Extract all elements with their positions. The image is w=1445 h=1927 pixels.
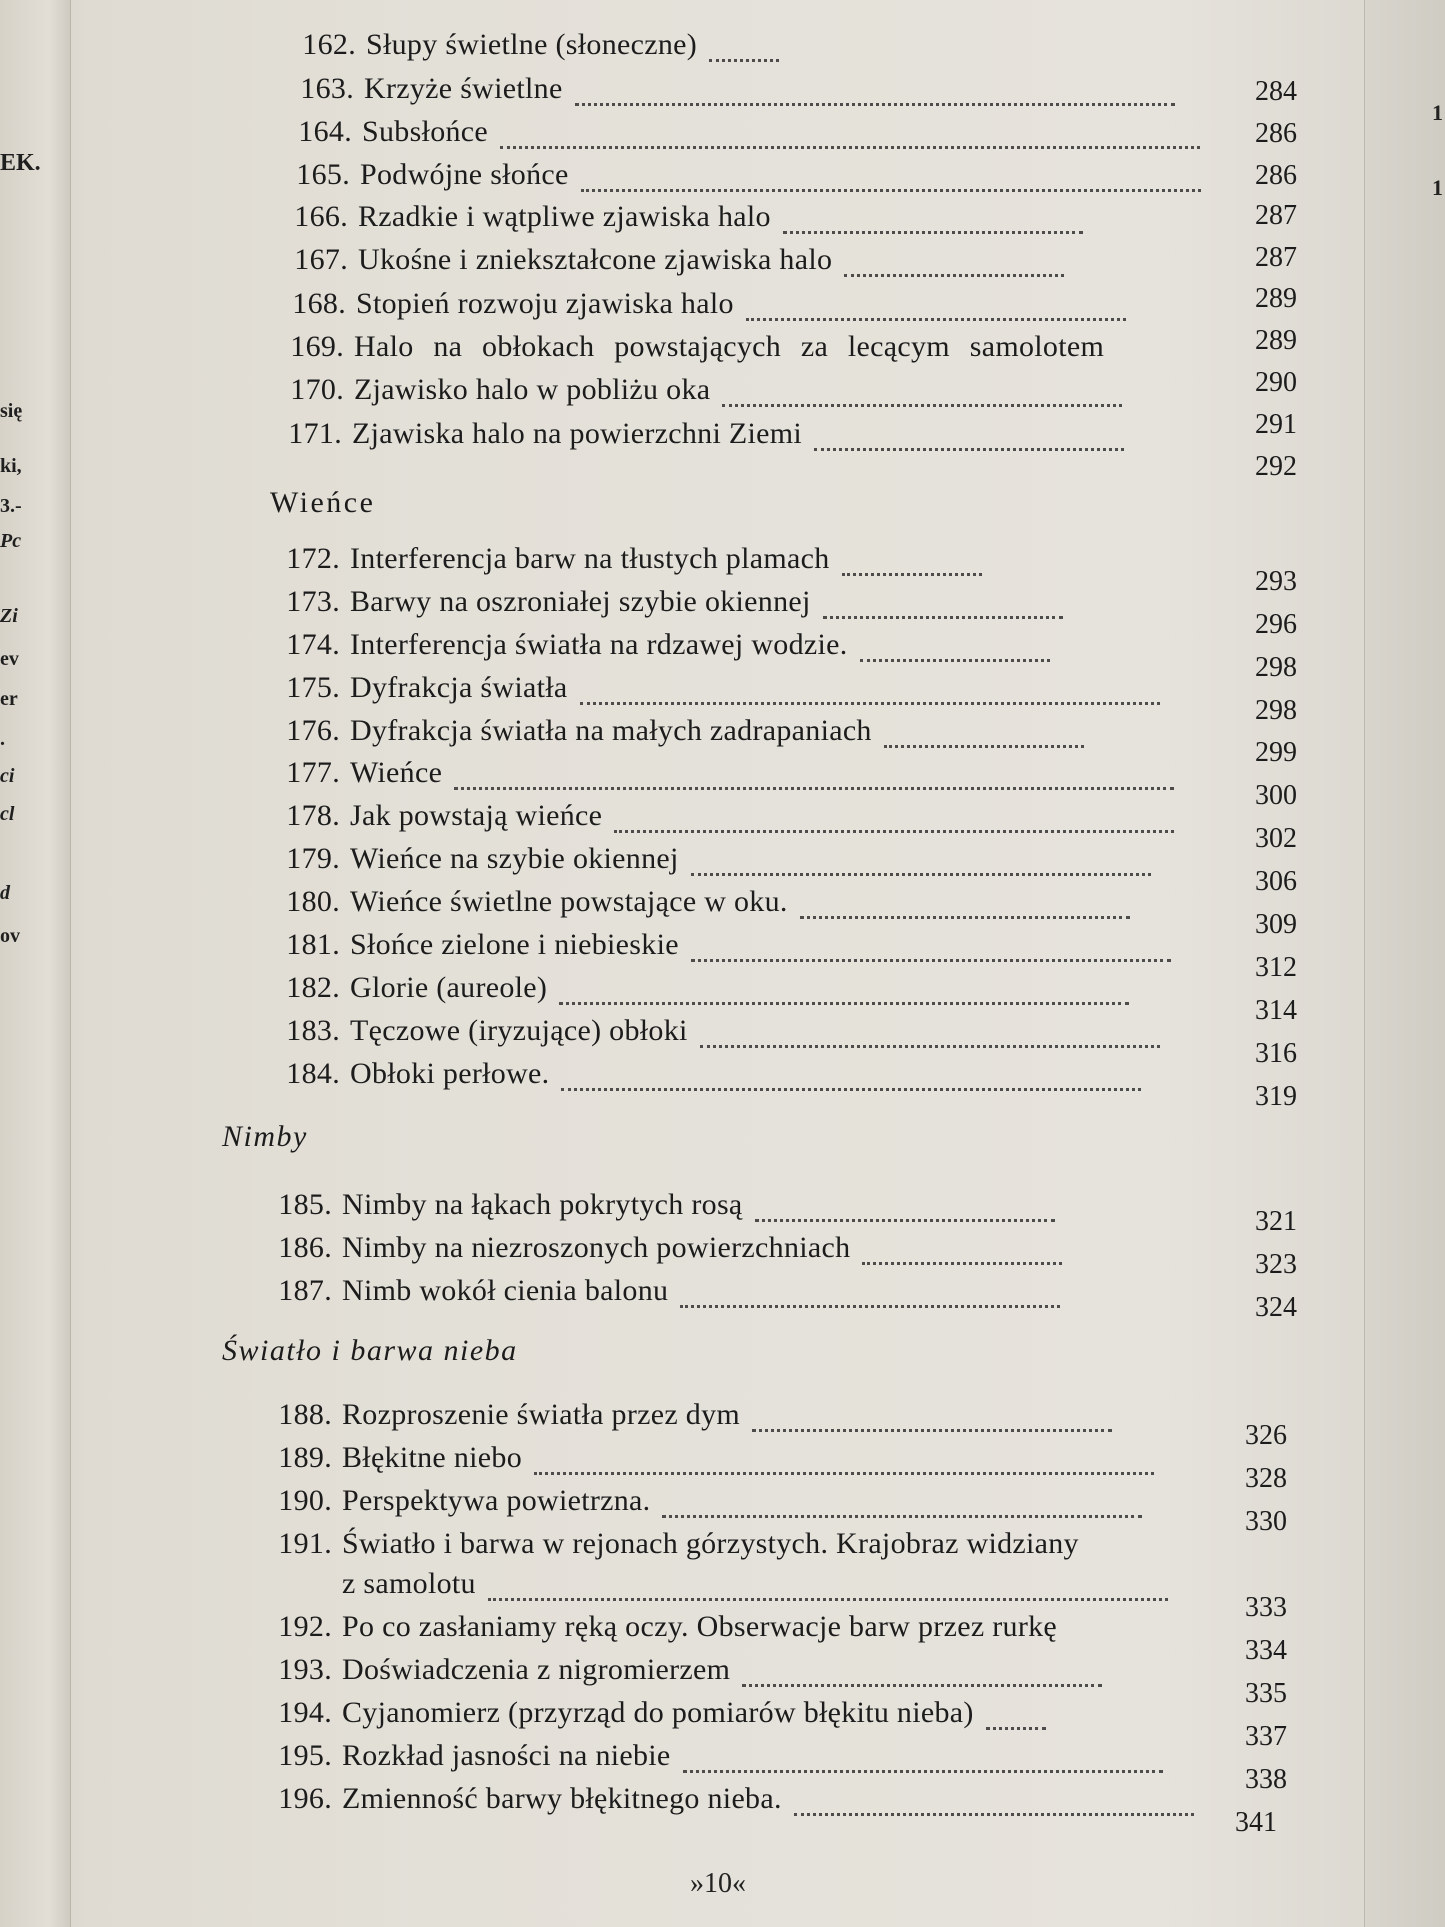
entry-number: 162. <box>302 28 356 61</box>
page-number: 309 <box>1255 909 1297 940</box>
toc-entry <box>274 542 982 576</box>
page-number: 298 <box>1255 695 1297 726</box>
page-number: 324 <box>1255 1292 1297 1323</box>
page-number: 300 <box>1255 780 1297 811</box>
page-number: 326 <box>1245 1420 1287 1451</box>
entry-title: Zjawisko halo w pobliżu oka <box>354 373 711 406</box>
entry-number: 188. <box>278 1398 332 1431</box>
entry-title: Rozproszenie światła przez dym <box>342 1398 741 1431</box>
dot-leader <box>559 986 1129 1005</box>
entry-title: z samolotu <box>342 1567 476 1600</box>
left-fragment: ev <box>0 648 19 670</box>
left-fragment: cl <box>0 803 15 825</box>
toc-page <box>70 0 1365 1927</box>
entry-title: Ukośne i zniekształcone zjawiska halo <box>358 243 833 276</box>
dot-leader <box>709 43 779 62</box>
toc-entry <box>266 1567 1168 1601</box>
dot-leader <box>742 1668 1102 1687</box>
entry-title: Dyfrakcja światła <box>350 671 568 704</box>
section-heading: Nimby <box>222 1120 308 1153</box>
entry-title: Rozkład jasności na niebie <box>342 1739 671 1772</box>
entry-number: 169. <box>290 330 344 363</box>
dot-leader <box>500 130 1200 149</box>
entry-title: Glorie (aureole) <box>350 971 548 1004</box>
right-fragment: 1 <box>1432 175 1443 200</box>
entry-number: 186. <box>278 1231 332 1264</box>
entry-title: Po co zasłaniamy ręką oczy. Obserwacje barw przez rurkę <box>342 1610 1058 1643</box>
entry-number: 163. <box>300 72 354 105</box>
page-number: 319 <box>1255 1081 1297 1112</box>
page-number: 290 <box>1255 367 1297 398</box>
dot-leader <box>844 258 1064 277</box>
dot-leader <box>862 1246 1062 1265</box>
entry-title: Błękitne niebo <box>342 1441 522 1474</box>
toc-entry <box>266 1441 1154 1475</box>
toc-entry <box>274 585 1063 619</box>
page-number: 312 <box>1255 952 1297 983</box>
page-number: 334 <box>1245 1635 1287 1666</box>
dot-leader <box>814 432 1124 451</box>
entry-title: Słupy świetlne (słoneczne) <box>366 28 698 61</box>
page-number: 337 <box>1245 1721 1287 1752</box>
toc-entry <box>274 671 1160 705</box>
left-fragment: d <box>0 882 10 904</box>
dot-leader <box>860 643 1050 662</box>
entry-number: 191. <box>278 1527 332 1560</box>
entry-title: Wieńce na szybie okiennej <box>350 842 679 875</box>
toc-entry <box>274 842 1151 876</box>
dot-leader <box>783 215 1083 234</box>
dot-leader <box>755 1203 1055 1222</box>
page-number: 330 <box>1245 1506 1287 1537</box>
toc-entry <box>278 330 1104 364</box>
toc-entry <box>274 756 1174 790</box>
dot-leader <box>454 771 1174 790</box>
dot-leader <box>561 1072 1141 1091</box>
toc-entry <box>266 1188 1055 1222</box>
section-heading: Światło i barwa nieba <box>222 1334 518 1367</box>
entry-number: 195. <box>278 1739 332 1772</box>
entry-number: 175. <box>286 671 340 704</box>
page-number: 296 <box>1255 609 1297 640</box>
page-number: 291 <box>1255 409 1297 440</box>
entry-title: Krzyże świetlne <box>364 72 563 105</box>
entry-title: Interferencja barw na tłustych plamach <box>350 542 830 575</box>
page-number: 333 <box>1245 1592 1287 1623</box>
page-number: 287 <box>1255 242 1297 273</box>
entry-title: Cyjanomierz (przyrząd do pomiarów błękitu nieba) <box>342 1696 974 1729</box>
dot-leader <box>575 87 1175 106</box>
entry-title: Interferencja światła na rdzawej wodzie. <box>350 628 848 661</box>
page-number: 286 <box>1255 118 1297 149</box>
entry-number: 179. <box>286 842 340 875</box>
entry-title: Rzadkie i wątpliwe zjawiska halo <box>358 200 771 233</box>
right-fragment: 1 <box>1432 100 1443 125</box>
dot-leader <box>752 1413 1112 1432</box>
toc-entry <box>266 1231 1062 1265</box>
entry-title: Podwójne słońce <box>360 158 569 191</box>
toc-entry <box>276 417 1124 451</box>
toc-entry <box>288 72 1175 106</box>
entry-title: Obłoki perłowe. <box>350 1057 550 1090</box>
page-number: 289 <box>1255 325 1297 356</box>
left-fragment: się <box>0 400 23 422</box>
entry-number: 185. <box>278 1188 332 1221</box>
entry-number: 177. <box>286 756 340 789</box>
dot-leader <box>680 1289 1060 1308</box>
section-heading: Wieńce <box>270 486 376 519</box>
left-fragment: EK. <box>0 150 41 176</box>
toc-entry <box>266 1610 1057 1644</box>
toc-entry <box>274 799 1174 833</box>
entry-title: Nimby na niezroszonych powierzchniach <box>342 1231 851 1264</box>
dot-leader <box>986 1711 1046 1730</box>
toc-entry <box>266 1484 1142 1518</box>
entry-title: Wieńce <box>350 756 443 789</box>
left-fragment: ov <box>0 925 20 947</box>
entry-number: 172. <box>286 542 340 575</box>
left-fragment: Zi <box>0 605 18 627</box>
toc-entry <box>282 243 1064 277</box>
entry-title: Tęczowe (iryzujące) obłoki <box>350 1014 688 1047</box>
entry-number: 171. <box>288 417 342 450</box>
right-page-edge <box>1364 0 1445 1927</box>
toc-entry <box>282 200 1083 234</box>
page-number: 287 <box>1255 200 1297 231</box>
entry-number: 182. <box>286 971 340 1004</box>
dot-leader <box>581 173 1201 192</box>
toc-entry <box>266 1274 1060 1308</box>
toc-entry <box>274 714 1084 748</box>
entry-number: 170. <box>290 373 344 406</box>
toc-entry <box>286 115 1200 149</box>
dot-leader <box>823 600 1063 619</box>
dot-leader <box>800 900 1130 919</box>
page-number: 321 <box>1255 1206 1297 1237</box>
entry-number: 174. <box>286 628 340 661</box>
entry-number: 187. <box>278 1274 332 1307</box>
toc-entry <box>266 1696 1046 1730</box>
entry-number: 194. <box>278 1696 332 1729</box>
left-fragment: er <box>0 688 18 710</box>
dot-leader <box>580 686 1160 705</box>
page-number: 316 <box>1255 1038 1297 1069</box>
dot-leader <box>700 1029 1160 1048</box>
entry-title: Światło i barwa w rejonach górzystych. Krajobraz widziany <box>342 1527 1079 1560</box>
dot-leader <box>662 1499 1142 1518</box>
left-fragment: . <box>0 728 5 750</box>
dot-leader <box>488 1582 1168 1601</box>
entry-number: 165. <box>296 158 350 191</box>
toc-entry <box>266 1527 1079 1561</box>
page-number: 299 <box>1255 737 1297 768</box>
toc-entry <box>280 287 1126 321</box>
toc-entry <box>274 928 1171 962</box>
entry-number: 196. <box>278 1782 332 1815</box>
entry-title: Dyfrakcja światła na małych zadrapaniach <box>350 714 872 747</box>
toc-entry <box>274 1057 1141 1091</box>
entry-title: Perspektywa powietrzna. <box>342 1484 651 1517</box>
page-number: 298 <box>1255 652 1297 683</box>
entry-title: Zjawiska halo na powierzchni Ziemi <box>352 417 803 450</box>
toc-entry <box>266 1398 1112 1432</box>
entry-number: 193. <box>278 1653 332 1686</box>
dot-leader <box>534 1456 1154 1475</box>
page-number: 292 <box>1255 451 1297 482</box>
left-fragment: 3.- <box>0 495 22 517</box>
dot-leader <box>884 729 1084 748</box>
entry-number: 180. <box>286 885 340 918</box>
entry-number: 184. <box>286 1057 340 1090</box>
entry-title: Nimby na łąkach pokrytych rosą <box>342 1188 743 1221</box>
left-fragment: ci <box>0 765 15 787</box>
left-fragment: Pc <box>0 530 22 552</box>
entry-number: 192. <box>278 1610 332 1643</box>
page-number: 286 <box>1255 160 1297 191</box>
dot-leader <box>842 557 982 576</box>
page-number: 314 <box>1255 995 1297 1026</box>
entry-title: Barwy na oszroniałej szybie okiennej <box>350 585 811 618</box>
left-page-edge <box>0 0 71 1927</box>
entry-title: Halo na obłokach powstających za lecącym samolotem <box>354 330 1105 363</box>
entry-title: Słońce zielone i niebieskie <box>350 928 679 961</box>
toc-entry <box>266 1782 1194 1816</box>
entry-number: 190. <box>278 1484 332 1517</box>
entry-title: Doświadczenia z nigromierzem <box>342 1653 731 1686</box>
toc-entry <box>290 28 779 62</box>
entry-number: 189. <box>278 1441 332 1474</box>
entry-title: Jak powstają wieńce <box>350 799 603 832</box>
entry-title: Wieńce świetlne powstające w oku. <box>350 885 788 918</box>
toc-entry <box>278 373 1122 407</box>
entry-title: Stopień rozwoju zjawiska halo <box>356 287 734 320</box>
left-fragment: ki, <box>0 455 22 477</box>
dot-leader <box>794 1797 1194 1816</box>
toc-entry <box>266 1739 1163 1773</box>
entry-number: 176. <box>286 714 340 747</box>
page-number: 289 <box>1255 283 1297 314</box>
dot-leader <box>746 302 1126 321</box>
page-number: 335 <box>1245 1678 1287 1709</box>
dot-leader <box>683 1754 1163 1773</box>
toc-entry <box>284 158 1201 192</box>
entry-number: 168. <box>292 287 346 320</box>
entry-number: 183. <box>286 1014 340 1047</box>
toc-entry <box>274 885 1130 919</box>
entry-title: Zmienność barwy błękitnego nieba. <box>342 1782 782 1815</box>
entry-number: 166. <box>294 200 348 233</box>
toc-entry <box>274 1014 1160 1048</box>
entry-number: 181. <box>286 928 340 961</box>
page-number: 293 <box>1255 566 1297 597</box>
toc-entry <box>274 628 1050 662</box>
page-number: 323 <box>1255 1249 1297 1280</box>
entry-number: 164. <box>298 115 352 148</box>
entry-title: Nimb wokół cienia balonu <box>342 1274 669 1307</box>
entry-number: 173. <box>286 585 340 618</box>
toc-entry <box>266 1653 1102 1687</box>
page-number: 341 <box>1235 1807 1277 1838</box>
dot-leader <box>614 814 1174 833</box>
page-number: 302 <box>1255 823 1297 854</box>
entry-number: 178. <box>286 799 340 832</box>
entry-title: Subsłońce <box>362 115 489 148</box>
toc-entry <box>274 971 1129 1005</box>
dot-leader <box>722 388 1122 407</box>
entry-number: 167. <box>294 243 348 276</box>
dot-leader <box>691 857 1151 876</box>
page-footer-number: »10« <box>690 1868 746 1899</box>
page-number: 306 <box>1255 866 1297 897</box>
page-number: 284 <box>1255 76 1297 107</box>
dot-leader <box>691 943 1171 962</box>
page-number: 328 <box>1245 1463 1287 1494</box>
page-number: 338 <box>1245 1764 1287 1795</box>
